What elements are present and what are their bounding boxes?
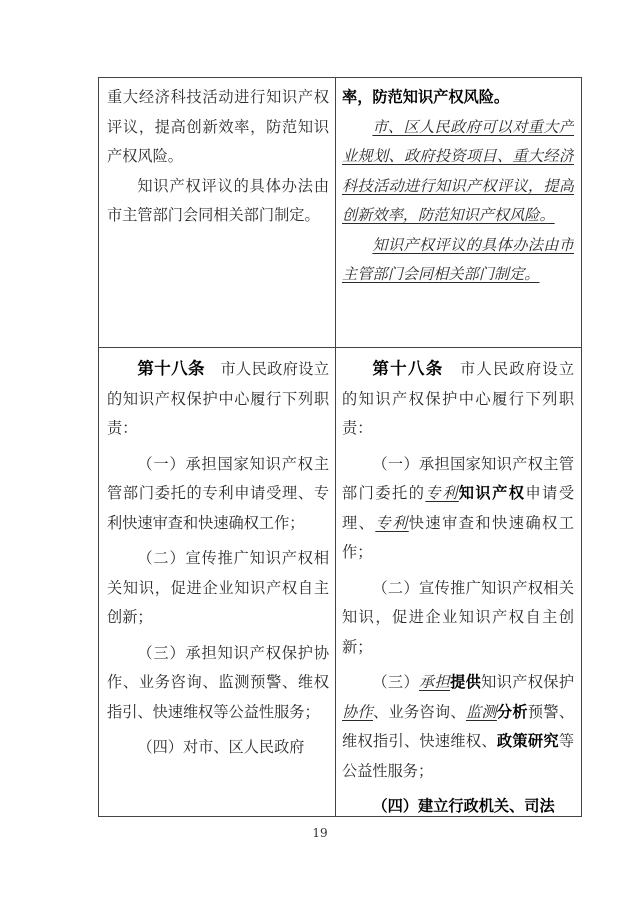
right-top-deleted-paragraph-2: 市、区人民政府可以对重大产业规划、政府投资项目、重大经济科技活动进行知识产权评议，提高创新效率，防范知识产权风险。 xyxy=(342,117,574,224)
right-item-3-text-e: 等公益性服务； xyxy=(342,732,574,780)
left-top-paragraph-2: 知识产权评议的具体办法由市主管部门会同相关部门制定。 xyxy=(107,176,329,224)
right-article-intro: 市人民政府设立的知识产权保护中心履行下列职责： xyxy=(342,360,574,437)
left-article-number: 第十八条 xyxy=(137,359,205,378)
right-article-number: 第十八条 xyxy=(372,359,444,378)
comparison-table xyxy=(98,77,582,817)
right-item-3-added-2: 分析 xyxy=(496,702,528,721)
left-item-3: （三）承担知识产权保护协作、业务咨询、监测预警、维权指引、快速维权等公益性服务； xyxy=(107,643,329,721)
right-item-3-added-1: 提供 xyxy=(450,673,482,691)
left-item-4: （四）对市、区人民政府 xyxy=(137,738,305,756)
page-number: 19 xyxy=(312,826,328,840)
table-row-divider xyxy=(98,347,582,348)
right-top-paragraph-1: 率，防范知识产权风险。 xyxy=(342,88,510,106)
right-item-2: （二）宣传推广知识产权相关知识，促进企业知识产权自主创新； xyxy=(342,578,574,656)
right-item-1-text-b: 申请受理、 xyxy=(342,484,574,532)
table-divider-middle xyxy=(335,77,336,817)
right-item-3-text-d: 预警、维权指引、快速维权、 xyxy=(342,702,574,750)
table-border-bottom xyxy=(98,816,582,817)
left-top-cell xyxy=(107,83,329,345)
left-item-1: （一）承担国家知识产权主管部门委托的专利申请受理、专利快速审查和快速确权工作； xyxy=(107,454,329,532)
right-item-3-deleted-1: 承担 xyxy=(419,673,451,691)
right-item-1-deleted-2: 专利 xyxy=(375,513,409,532)
left-bottom-cell xyxy=(107,354,329,814)
left-article-paragraph xyxy=(107,354,329,444)
right-item-3-deleted-2: 协作 xyxy=(342,702,373,721)
right-top-cell xyxy=(342,83,574,345)
right-article-paragraph xyxy=(342,354,574,444)
right-item-3-text-a: （三） xyxy=(372,673,419,691)
right-item-3-deleted-3: 监测 xyxy=(465,702,497,721)
right-item-4: （四）建立行政机关、司法 xyxy=(372,797,555,814)
left-article-intro: 市人民政府设立的知识产权保护中心履行下列职责： xyxy=(107,360,329,437)
right-top-deleted-paragraph-3: 知识产权评议的具体办法由市主管部门会同相关部门制定。 xyxy=(342,235,574,283)
table-border-left xyxy=(98,77,99,817)
right-item-3-text-b: 知识产权保护 xyxy=(481,673,574,691)
left-top-paragraph-1: 重大经济科技活动进行知识产权评议，提高创新效率，防范知识产权风险。 xyxy=(107,88,329,165)
right-item-1 xyxy=(342,450,574,568)
right-item-3-text-c: 、业务咨询、 xyxy=(372,702,466,721)
right-item-3 xyxy=(342,668,574,786)
right-item-1-added-1: 知识产权 xyxy=(458,484,526,502)
left-item-2: （二）宣传推广知识产权相关知识，促进企业知识产权自主创新； xyxy=(107,549,329,626)
right-item-1-text-a: （一）承担国家知识产权主管部门委托的 xyxy=(342,454,574,502)
right-item-1-text-c: 快速审查和快速确权工作； xyxy=(342,513,574,561)
table-border-right xyxy=(581,77,582,817)
table-border-top xyxy=(98,77,582,78)
right-item-3-added-3: 政策研究 xyxy=(496,732,559,750)
right-item-1-deleted-1: 专利 xyxy=(425,484,459,502)
right-bottom-cell xyxy=(342,354,574,814)
